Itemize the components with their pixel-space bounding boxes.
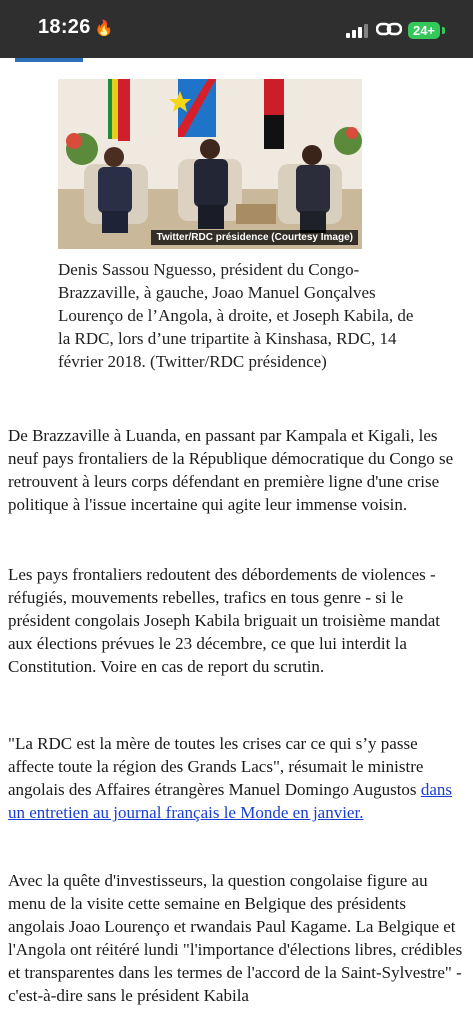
focus-flame-icon: 🔥 [94,20,114,37]
article-paragraph-4: Avec la quête d'investisseurs, la question congolaise figure au menu de la visite cette semaine en Belgique des présidents angolais Joao Lourenço et rwandais Paul Kagame. La Belgique et l'Angola ont réitéré lundi "l'importance d'élections libres, crédibles et transparentes dans les termes de l'accord de la Saint-Sylvestre" - c'est-à-dire sans le président Kabila [8,871,463,1005]
photo-credit: Twitter/RDC présidence (Courtesy Image) [151,230,358,245]
battery-cap [442,27,445,34]
article-photo[interactable] [58,79,362,249]
nav-accent-bar [15,58,83,62]
le-monde-interview-link[interactable]: dans un entretien au journal français le Monde en janvier. [8,780,452,822]
status-time: 18:26 🔥 [38,16,114,38]
paragraph-3-text: "La RDC est la mère de toutes les crises car ce qui s’y passe affecte toute la région des Grands Lacs", résumait le ministre angolais des Affaires étrangères Manuel Domingo Augustos [8,734,424,799]
article-paragraph-2: Les pays frontaliers redoutent des débordements de violences - réfugiés, mouvements rebelles, trafics en tous genre - si le président congolais Joseph Kabila briguait un troisième mandat aux élections prévues le 23 décembre, ce que lui interdit la Constitution. Voire en cas de report du scrutin. [8,565,440,676]
meeting-photo-illustration [58,79,362,249]
article-paragraph-3 [8,732,463,824]
article-paragraph-1: De Brazzaville à Luanda, en passant par Kampala et Kigali, les neuf pays frontaliers de la République démocratique du Congo se retrouvent à leurs corps défendant en première ligne d'une crise politique à l'issue incertaine qui agite leur immense voisin. [8,426,454,514]
personal-hotspot-icon [376,19,402,39]
cellular-signal-icon [346,24,372,38]
photo-caption: Denis Sassou Nguesso, président du Congo-Brazzaville, à gauche, Joao Manuel Gonçalves Lourenço de l’Angola, à droite, et Joseph Kabila, de la RDC, lors d’une tripartite à Kinshasa, RDC, 14 février 2018. (Twitter/RDC présidence) [58,260,414,371]
battery-indicator: 24+ [408,22,440,39]
status-bar [0,0,473,58]
